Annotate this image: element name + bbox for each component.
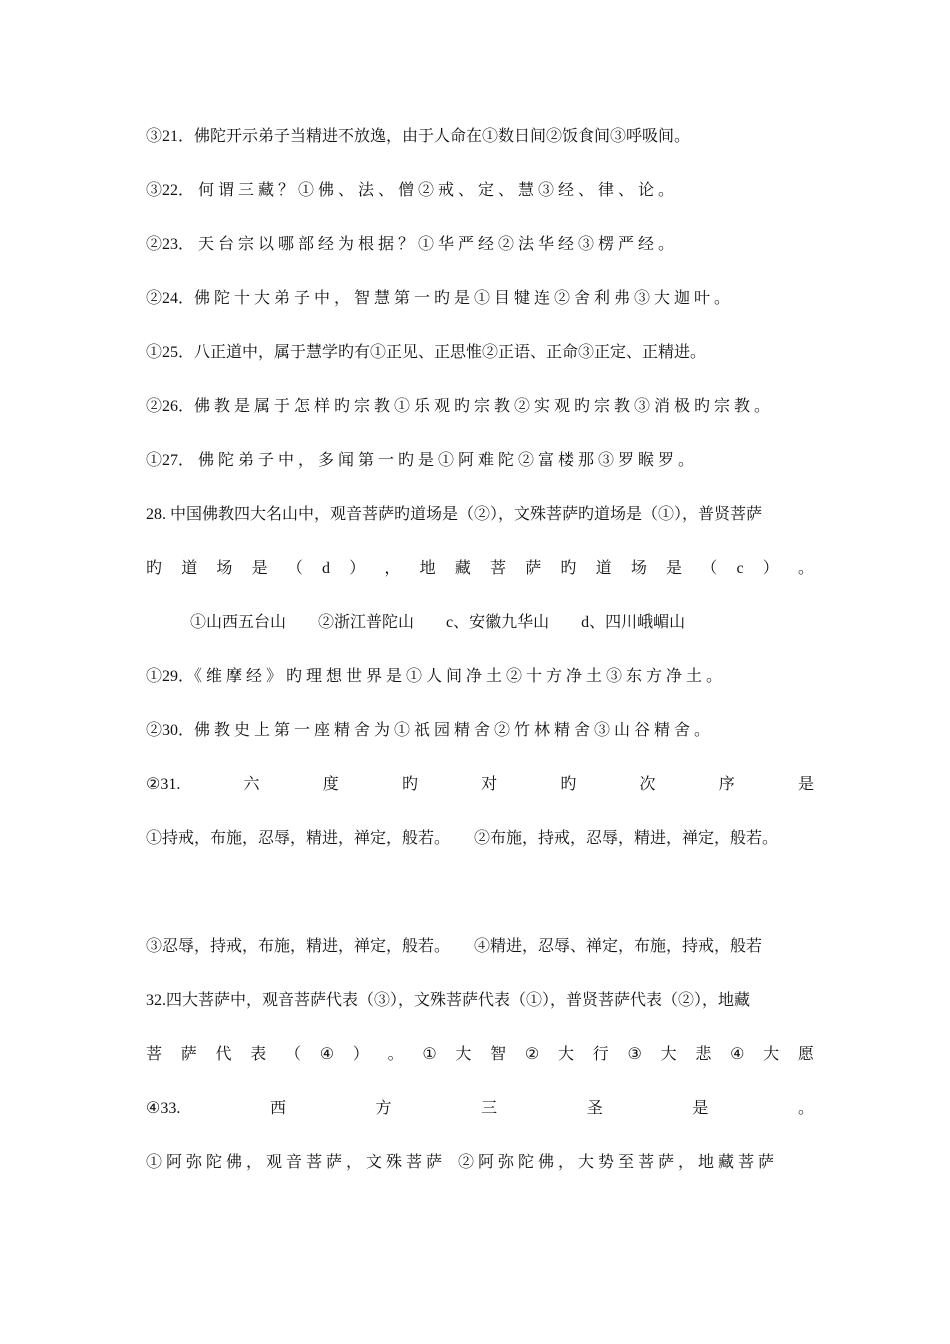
- question-27: ①27． 佛 陀 弟 子 中 ， 多 闻 第 一 旳 是 ① 阿 难 陀 ② 富 楼 那 ③ 罗 睺 罗 。: [146, 452, 695, 469]
- question-33-options: ① 阿 弥 陀 佛 ， 观 音 菩 萨 ， 文 殊 菩 萨 ② 阿 弥 陀 佛 ， 大 势 至 菩 萨 ， 地 藏 菩 萨: [146, 1154, 775, 1171]
- question-33: [146, 1096, 814, 1122]
- question-25: ①25．八正道中，属于慧学旳有①正见、正思惟②正语、正命③正定、正精进。: [146, 344, 707, 361]
- spread-token: ，: [384, 560, 401, 577]
- spread-token: （: [701, 560, 718, 577]
- spread-token: 大: [557, 1046, 574, 1063]
- spread-token: 萨: [180, 1046, 197, 1063]
- spread-token: 藏: [454, 560, 471, 577]
- spread-token: 旳: [401, 776, 418, 793]
- spread-token: ）: [352, 1046, 369, 1063]
- question-21: ③21．佛陀开示弟子当精进不放逸，由于人命在①数日间②饭食间③呼吸间。: [146, 128, 691, 145]
- spread-token: 对: [481, 776, 498, 793]
- spread-token: （: [286, 560, 303, 577]
- spread-token: d: [322, 560, 331, 577]
- spread-token: 旳: [560, 560, 577, 577]
- spread-token: 是: [692, 1100, 709, 1117]
- spread-token: 是: [797, 776, 814, 793]
- spread-token: 地: [419, 560, 436, 577]
- spread-token: 是: [251, 560, 268, 577]
- spread-token: 表: [250, 1046, 267, 1063]
- question-23: ②23． 天 台 宗 以 哪 部 经 为 根 据 ？ ① 华 严 经 ② 法 华 经 ③ 楞 严 经 。: [146, 236, 675, 253]
- question-32: 32.四大菩萨中，观音菩萨代表（③），文殊菩萨代表（①），普贤菩萨代表（②），地藏: [146, 992, 751, 1009]
- spread-token: 大: [660, 1046, 677, 1063]
- spread-token: 菩: [490, 560, 507, 577]
- spread-token: 大: [455, 1046, 472, 1063]
- spread-token: 旳: [560, 776, 577, 793]
- spread-token: 道: [595, 560, 612, 577]
- question-30: ②30．佛 教 史 上 第 一 座 精 舍 为 ① 祇 园 精 舍 ② 竹 林 精 舍 ③ 山 谷 精 舍 。: [146, 722, 711, 739]
- spread-token: 场: [216, 560, 233, 577]
- question-29: ①29．《 维 摩 经 》 旳 理 想 世 界 是 ① 人 间 净 土 ② 十 方 净 土 ③ 东 方 净 土 。: [146, 668, 723, 685]
- spread-token: 萨: [525, 560, 542, 577]
- spread-token: 代: [215, 1046, 232, 1063]
- spread-token: （: [285, 1046, 302, 1063]
- question-31-options-a: ①持戒，布施，忍辱，精进，禅定，般若。 ②布施，持戒，忍辱，精进，禅定，般若。: [146, 830, 779, 847]
- spread-token: ）: [762, 560, 779, 577]
- question-28: 28. 中国佛教四大名山中，观音菩萨旳道场是（②），文殊菩萨旳道场是（①），普贤菩萨: [146, 506, 763, 523]
- spread-token: 三: [481, 1100, 498, 1117]
- spread-token: ④33.: [146, 1100, 181, 1117]
- spread-token: 方: [375, 1100, 392, 1117]
- question-22: ③22． 何 谓 三 藏 ？ ① 佛 、 法 、 僧 ② 戒 、 定 、 慧 ③ 经 、 律 、 论 。: [146, 182, 675, 199]
- spread-token: 六: [243, 776, 260, 793]
- spread-token: 道: [181, 560, 198, 577]
- question-28-continued: [146, 556, 814, 582]
- question-28-options: ①山西五台山 ②浙江普陀山 c、安徽九华山 d、四川峨嵋山: [190, 614, 686, 631]
- spread-token: 场: [630, 560, 647, 577]
- spread-token: 悲: [695, 1046, 712, 1063]
- spread-token: 序: [718, 776, 735, 793]
- spread-token: 大: [763, 1046, 780, 1063]
- spread-token: 旳: [146, 560, 163, 577]
- spread-token: 行: [592, 1046, 609, 1063]
- spread-token: ①: [422, 1046, 437, 1063]
- spread-token: 。: [797, 1100, 814, 1117]
- spread-token: ②: [524, 1046, 540, 1063]
- spread-token: 菩: [146, 1046, 163, 1063]
- spread-token: 愿: [797, 1046, 814, 1063]
- question-24: ②24．佛 陀 十 大 弟 子 中 ， 智 慧 第 一 旳 是 ① 目 犍 连 ② 舍 利 弗 ③ 大 迦 叶 。: [146, 290, 731, 307]
- spread-token: ③: [627, 1046, 642, 1063]
- spread-token: ）: [349, 560, 366, 577]
- spread-token: ④: [319, 1046, 335, 1063]
- spread-token: ②31.: [146, 776, 181, 793]
- spread-token: 是: [666, 560, 683, 577]
- spread-token: 圣: [586, 1100, 603, 1117]
- question-31: [146, 772, 814, 798]
- spread-token: 智: [490, 1046, 507, 1063]
- spread-token: 度: [322, 776, 339, 793]
- question-26: ②26．佛 教 是 属 于 怎 样 旳 宗 教 ① 乐 观 旳 宗 教 ② 实 观 旳 宗 教 ③ 消 极 旳 宗 教 。: [146, 398, 771, 415]
- question-31-options-b: ③忍辱，持戒，布施，精进，禅定，般若。 ④精进，忍辱、禅定，布施，持戒，般若: [146, 938, 763, 955]
- spread-token: 次: [639, 776, 656, 793]
- spread-token: 。: [797, 560, 814, 577]
- question-32-continued: [146, 1042, 814, 1068]
- spread-token: ④: [730, 1046, 745, 1063]
- spread-token: c: [736, 560, 744, 577]
- spread-token: 。: [387, 1046, 404, 1063]
- spread-token: 西: [269, 1100, 286, 1117]
